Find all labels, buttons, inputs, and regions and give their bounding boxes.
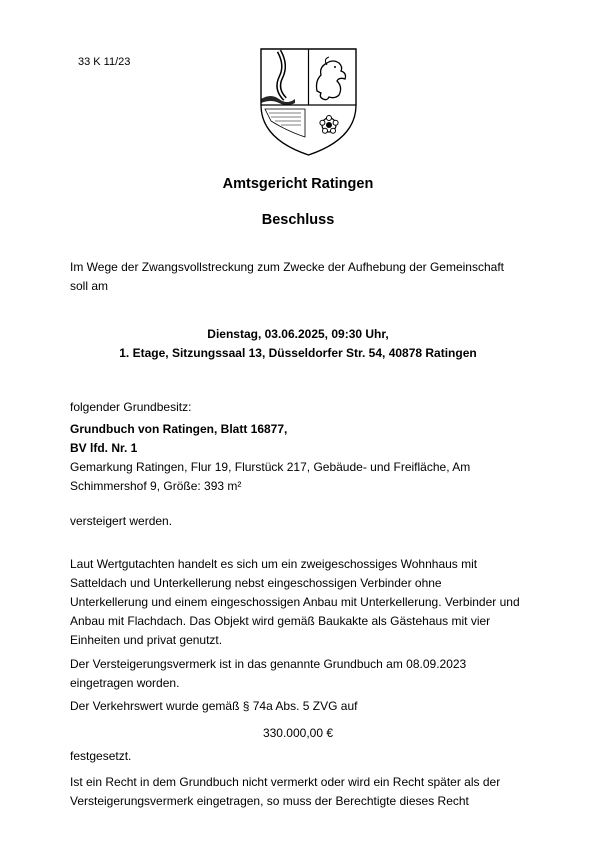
rights-paragraph [70, 773, 530, 811]
land-register-entry: Grundbuch von Ratingen, Blatt 16877, [70, 422, 288, 436]
rights-line-2: Versteigerungsvermerk eingetragen, so muss der Berechtigte dieses Recht [70, 794, 469, 808]
hearing-date-time: Dienstag, 03.06.2025, 09:30 Uhr, [207, 327, 389, 341]
document-title: Beschluss [261, 212, 335, 228]
property-description-line-2: Schimmershof 9, Größe: 393 m² [70, 479, 242, 493]
coat-of-arms-emblem [257, 47, 360, 157]
market-value-amount: 330.000,00 € [262, 726, 334, 740]
appraisal-line-2: Satteldach und Unterkellerung nebst eingeschossigen Verbinder ohne [70, 576, 442, 590]
intro-paragraph [70, 258, 530, 296]
registration-line-1: Der Versteigerungsvermerk ist in das genannte Grundbuch am 08.09.2023 [70, 657, 467, 671]
property-label: folgender Grundbesitz: [70, 400, 192, 414]
bv-number: BV lfd. Nr. 1 [70, 441, 138, 455]
market-value-outro: festgesetzt. [70, 749, 132, 763]
court-name: Amtsgericht Ratingen [222, 176, 374, 192]
auctioned-text: versteigert werden. [70, 514, 173, 528]
registration-paragraph [70, 655, 530, 693]
property-description-line-1: Gemarkung Ratingen, Flur 19, Flurstück 217, Gebäude- und Freifläche, Am [70, 460, 471, 474]
registration-line-2: eingetragen worden. [70, 676, 180, 690]
appraisal-line-3: Unterkellerung und einem eingeschossigen Anbau mit Unterkellerung. Verbinder und [70, 595, 520, 609]
intro-line-1: Im Wege der Zwangsvollstreckung zum Zwecke der Aufhebung der Gemeinschaft [70, 260, 504, 274]
appraisal-paragraph [70, 555, 530, 650]
appraisal-line-5: Einheiten und privat genutzt. [70, 633, 223, 647]
rights-line-1: Ist ein Recht in dem Grundbuch nicht vermerkt oder wird ein Recht später als der [70, 775, 501, 789]
appraisal-line-4: Anbau mit Flachdach. Das Objekt wird gemäß Baukakte als Gästehaus mit vier [70, 614, 491, 628]
market-value-intro: Der Verkehrswert wurde gemäß § 74a Abs. 5 ZVG auf [70, 699, 358, 713]
appraisal-line-1: Laut Wertgutachten handelt es sich um ein zweigeschossiges Wohnhaus mit [70, 557, 478, 571]
file-reference: 33 K 11/23 [78, 56, 131, 68]
intro-line-2: soll am [70, 279, 109, 293]
property-details [70, 420, 530, 496]
hearing-location: 1. Etage, Sitzungssaal 13, Düsseldorfer Str. 54, 40878 Ratingen [119, 346, 477, 360]
